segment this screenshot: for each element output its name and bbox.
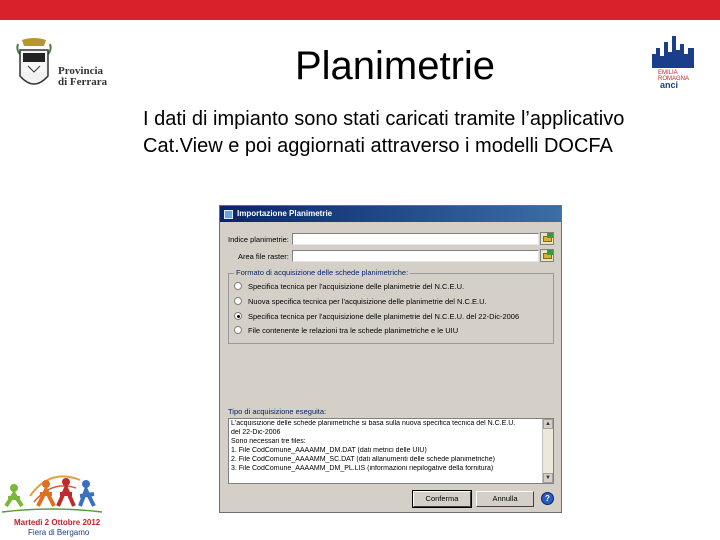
format-option-label: File contenente le relazioni tra le schede planimetriche e le UIU xyxy=(248,326,459,335)
format-group-title: Formato di acquisizione delle schede planimetriche: xyxy=(236,268,409,277)
browse-indice-button[interactable] xyxy=(540,232,554,245)
area-file-raster-input[interactable] xyxy=(292,250,539,262)
window-icon xyxy=(224,210,233,219)
radio-button[interactable] xyxy=(234,326,242,334)
memo-line: del 22-Dic-2006 xyxy=(231,428,281,436)
scroll-down-icon[interactable]: ▼ xyxy=(543,473,553,483)
scroll-up-icon[interactable]: ▲ xyxy=(543,419,553,429)
slide-body-text: I dati di impianto sono stati caricati tramite l’applicativo Cat.View e poi aggiornati attraverso i modelli DOCFA xyxy=(143,108,625,157)
acquisition-info-textarea[interactable] xyxy=(228,418,554,484)
indice-planimetrie-label: Indice planimetrie: xyxy=(228,235,289,244)
provincia-name-line2: di Ferrara xyxy=(58,76,108,88)
acquisition-type-label: Tipo di acquisizione eseguita: xyxy=(228,407,327,416)
region-name: EMILIA ROMAGNA xyxy=(658,70,690,82)
area-file-raster-label: Area file raster: xyxy=(238,252,289,261)
event-logo xyxy=(0,466,104,540)
dialog-title: Importazione Planimetrie xyxy=(237,209,333,218)
format-option-label: Specifica tecnica per l'acquisizione delle planimetrie del N.C.E.U. xyxy=(248,282,465,291)
cancel-button[interactable]: Annulla xyxy=(476,491,534,507)
format-option-label: Nuova specifica tecnica per l'acquisizione delle planimetrie del N.C.E.U. xyxy=(248,297,487,306)
event-place: Fiera di Bergamo xyxy=(28,528,90,537)
memo-scrollbar[interactable] xyxy=(542,419,553,483)
memo-content xyxy=(231,420,539,473)
indice-planimetrie-input[interactable] xyxy=(292,233,539,245)
event-date: Martedì 2 Ottobre 2012 xyxy=(14,518,101,527)
memo-line: 3. File CodComune_AAAAMM_DM_PL.LIS (informazioni riepilogative della fornitura) xyxy=(231,464,494,472)
memo-line: 1. File CodComune_AAAAMM_DM.DAT (dati metrici delle UIU) xyxy=(231,446,427,454)
radio-button-selected[interactable] xyxy=(234,312,242,320)
memo-line: L'acquisizione delle schede planimetriche si basa sulla nuova specifica tecnica del N.C.E.U. xyxy=(231,420,516,427)
import-planimetrie-dialog xyxy=(219,205,562,513)
browse-raster-button[interactable] xyxy=(540,249,554,262)
slide-title: Planimetrie xyxy=(294,44,496,88)
radio-button[interactable] xyxy=(234,297,242,305)
people-figures-icon xyxy=(0,466,104,518)
dialog-titlebar[interactable] xyxy=(220,206,561,222)
memo-line: Sono necessari tre files: xyxy=(231,437,306,445)
format-option-label: Specifica tecnica per l'acquisizione delle planimetrie del N.C.E.U. del 22-Dic-2006 xyxy=(248,312,520,321)
arrow-icon xyxy=(547,250,553,255)
anci-name: anci xyxy=(660,80,679,90)
arrow-icon xyxy=(547,233,553,238)
radio-button[interactable] xyxy=(234,282,242,290)
confirm-button[interactable]: Conferma xyxy=(413,491,471,507)
help-icon[interactable]: ? xyxy=(541,492,554,505)
top-accent-bar xyxy=(0,0,720,20)
memo-line: 2. File CodComune_AAAAMM_SC.DAT (dati allanumenti delle schede planimetriche) xyxy=(231,455,495,463)
provincia-name-line1: Provincia xyxy=(58,65,104,77)
